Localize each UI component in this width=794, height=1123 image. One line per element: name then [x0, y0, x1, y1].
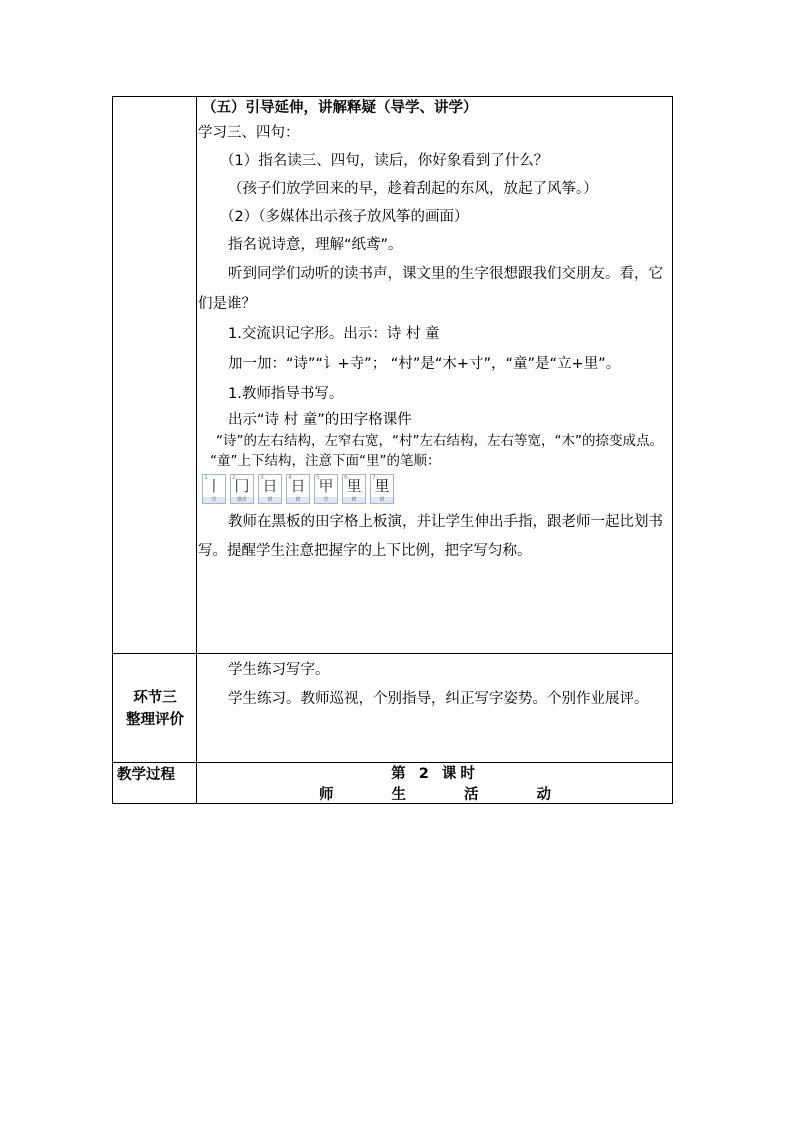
line-add-parts: 加一加：“诗”“讠+寺”； “村”是“木+寸”，“童”是“立+里”。 [228, 356, 621, 372]
line-study-3-4: 学习三、四句： [198, 125, 300, 141]
line-board-demo: 教师在黑板的田字格上板演，并让学生伸出手指，跟老师一起比划书写。提醒学生注意把握字的上下比例，把字写匀称。 [198, 514, 663, 559]
table-right-border [672, 96, 673, 804]
line-grid-courseware: 出示“诗 村 童”的田字格课件 [228, 412, 412, 428]
stroke-order-strip [202, 474, 672, 504]
line-new-words: 听到同学们动听的读书声，课文里的生字很想跟我们交朋友。看，它们是谁？ [198, 266, 663, 312]
line-question-2: （2）（多媒体出示孩子放风筝的画面） [220, 209, 469, 225]
stroke-step: 5 甲 竖 [314, 474, 338, 504]
activity-char: 师 [319, 787, 334, 803]
stroke-step: 3 日 横 [258, 474, 282, 504]
section-three-label-line1: 环节三 [133, 690, 177, 706]
line-structure-shi-cun: “诗”的左右结构，左窄右宽，“村”左右结构，左右等宽，“木”的捺变成点。 [216, 433, 663, 449]
stroke-step: 1 丨 竖 [202, 474, 226, 504]
teaching-process-label: 教学过程 [117, 767, 175, 783]
section-three-label [113, 687, 197, 731]
line-character-shapes: 1.交流识记字形。出示：诗 村 童 [228, 326, 440, 342]
section-three-content [198, 656, 672, 714]
activity-char: 动 [536, 787, 551, 803]
activity-char: 活 [464, 787, 479, 803]
line-answer-1: （孩子们放学回来的早，趁着刮起的东风，放起了风筝。） [228, 181, 598, 197]
section-heading: （五）引导延伸，讲解释疑（导学、讲学） [202, 100, 478, 116]
activity-char: 生 [391, 787, 406, 803]
line-writing-guide: 1.教师指导书写。 [228, 386, 344, 402]
line-question-1: （1）指名读三、四句，读后，你好象看到了什么？ [220, 153, 549, 169]
line-structure-tong: “童”上下结构，注意下面“里”的笔顺： [210, 453, 441, 469]
line-practice-writing: 学生练习写字。 [228, 662, 330, 678]
line-meaning: 指名说诗意，理解“纸鸢”。 [228, 237, 403, 253]
section-three-label-line2: 整理评价 [126, 712, 184, 728]
stroke-step: 7 里 横 [370, 474, 394, 504]
main-content-cell [198, 97, 672, 566]
stroke-step: 4 日 横 [286, 474, 310, 504]
stroke-step: 2 冂 横折 [230, 474, 254, 504]
lesson-number: 第 2 课时 [391, 766, 479, 782]
activity-header [198, 786, 672, 804]
line-practice-detail: 学生练习。教师巡视，个别指导，纠正写字姿势。个别作业展评。 [228, 691, 649, 707]
stroke-step: 6 里 横 [342, 474, 366, 504]
